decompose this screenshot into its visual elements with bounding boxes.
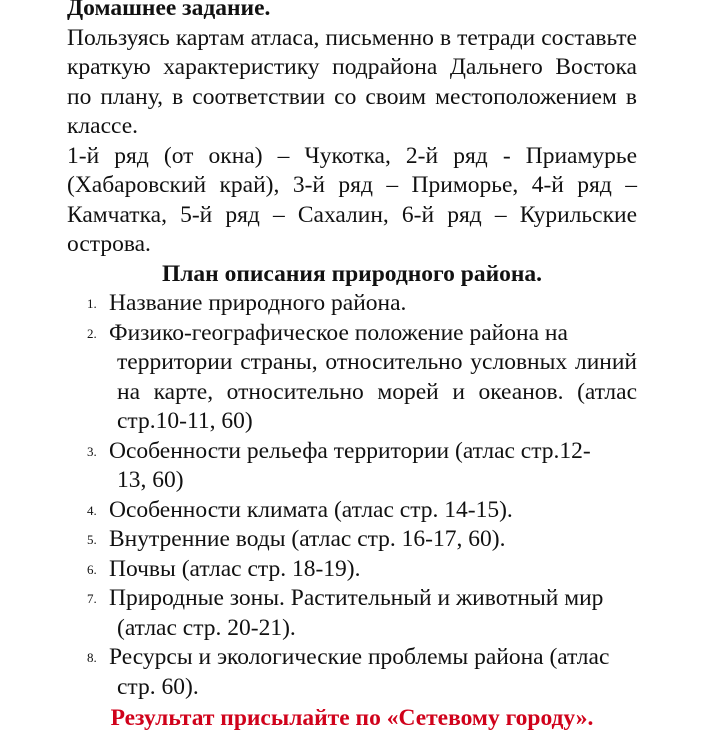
plan-item-text: Природные зоны. Растительный и животный мир (109, 585, 604, 611)
plan-title: План описания природного района. (161, 260, 543, 287)
plan-item-number: 3. (87, 443, 97, 459)
plan-item-number: 7. (87, 591, 97, 606)
plan-item-text: Особенности рельефа территории (атлас стр.12- (109, 437, 591, 464)
plan-item-7 (67, 584, 637, 643)
plan-item-5 (67, 525, 637, 555)
plan-item-text: Почвы (атлас стр. 18-19). (109, 555, 361, 582)
plan-item-number: 1. (87, 296, 97, 311)
plan-item-number: 5. (87, 532, 97, 547)
plan-item-number: 4. (87, 502, 97, 518)
plan-item-3 (67, 437, 637, 496)
plan-item-continuation: территории страны, относительно условных линий на карте, относительно морей и океанов. (атлас стр.10-11, 60) (117, 349, 637, 434)
homework-page (67, 0, 637, 734)
plan-item-text: Внутренние воды (атлас стр. 16-17, 60). (109, 526, 506, 552)
plan-item-8 (67, 643, 637, 702)
homework-title: Домашнее задание. (67, 0, 271, 21)
plan-item-text: Название природного района. (109, 290, 407, 316)
plan-item-text: Физико-географическое положение района на (109, 319, 568, 346)
plan-list (67, 289, 637, 702)
plan-item-continuation: стр. 60). (117, 673, 199, 700)
plan-item-1 (67, 289, 637, 319)
plan-item-6 (67, 555, 637, 585)
plan-item-2 (67, 319, 637, 437)
submission-note: Результат присылайте по «Сетевому городу». (110, 705, 594, 731)
plan-item-4 (67, 496, 637, 526)
instructions-paragraph: Пользуясь картам атласа, письменно в тетради составьте краткую характеристику подрайона Дальнего Востока по плану, в соответствии со своим местоположением в классе. (67, 24, 637, 139)
plan-item-number: 8. (87, 650, 97, 665)
plan-item-text: Особенности климата (атлас стр. 14-15). (109, 496, 513, 523)
rows-assignment-paragraph: 1-й ряд (от окна) – Чукотка, 2-й ряд - Приамурье (Хабаровский край), 3-й ряд – Приморье, 4-й ряд – Камчатка, 5-й ряд – Сахалин, 6-й ряд – Курильские острова. (67, 142, 637, 257)
plan-item-number: 2. (87, 325, 97, 341)
plan-item-continuation: (атлас стр. 20-21). (117, 614, 296, 641)
plan-item-continuation: 13, 60) (117, 467, 184, 493)
plan-item-text: Ресурсы и экологические проблемы района (атлас (109, 644, 610, 670)
plan-item-number: 6. (87, 561, 97, 577)
